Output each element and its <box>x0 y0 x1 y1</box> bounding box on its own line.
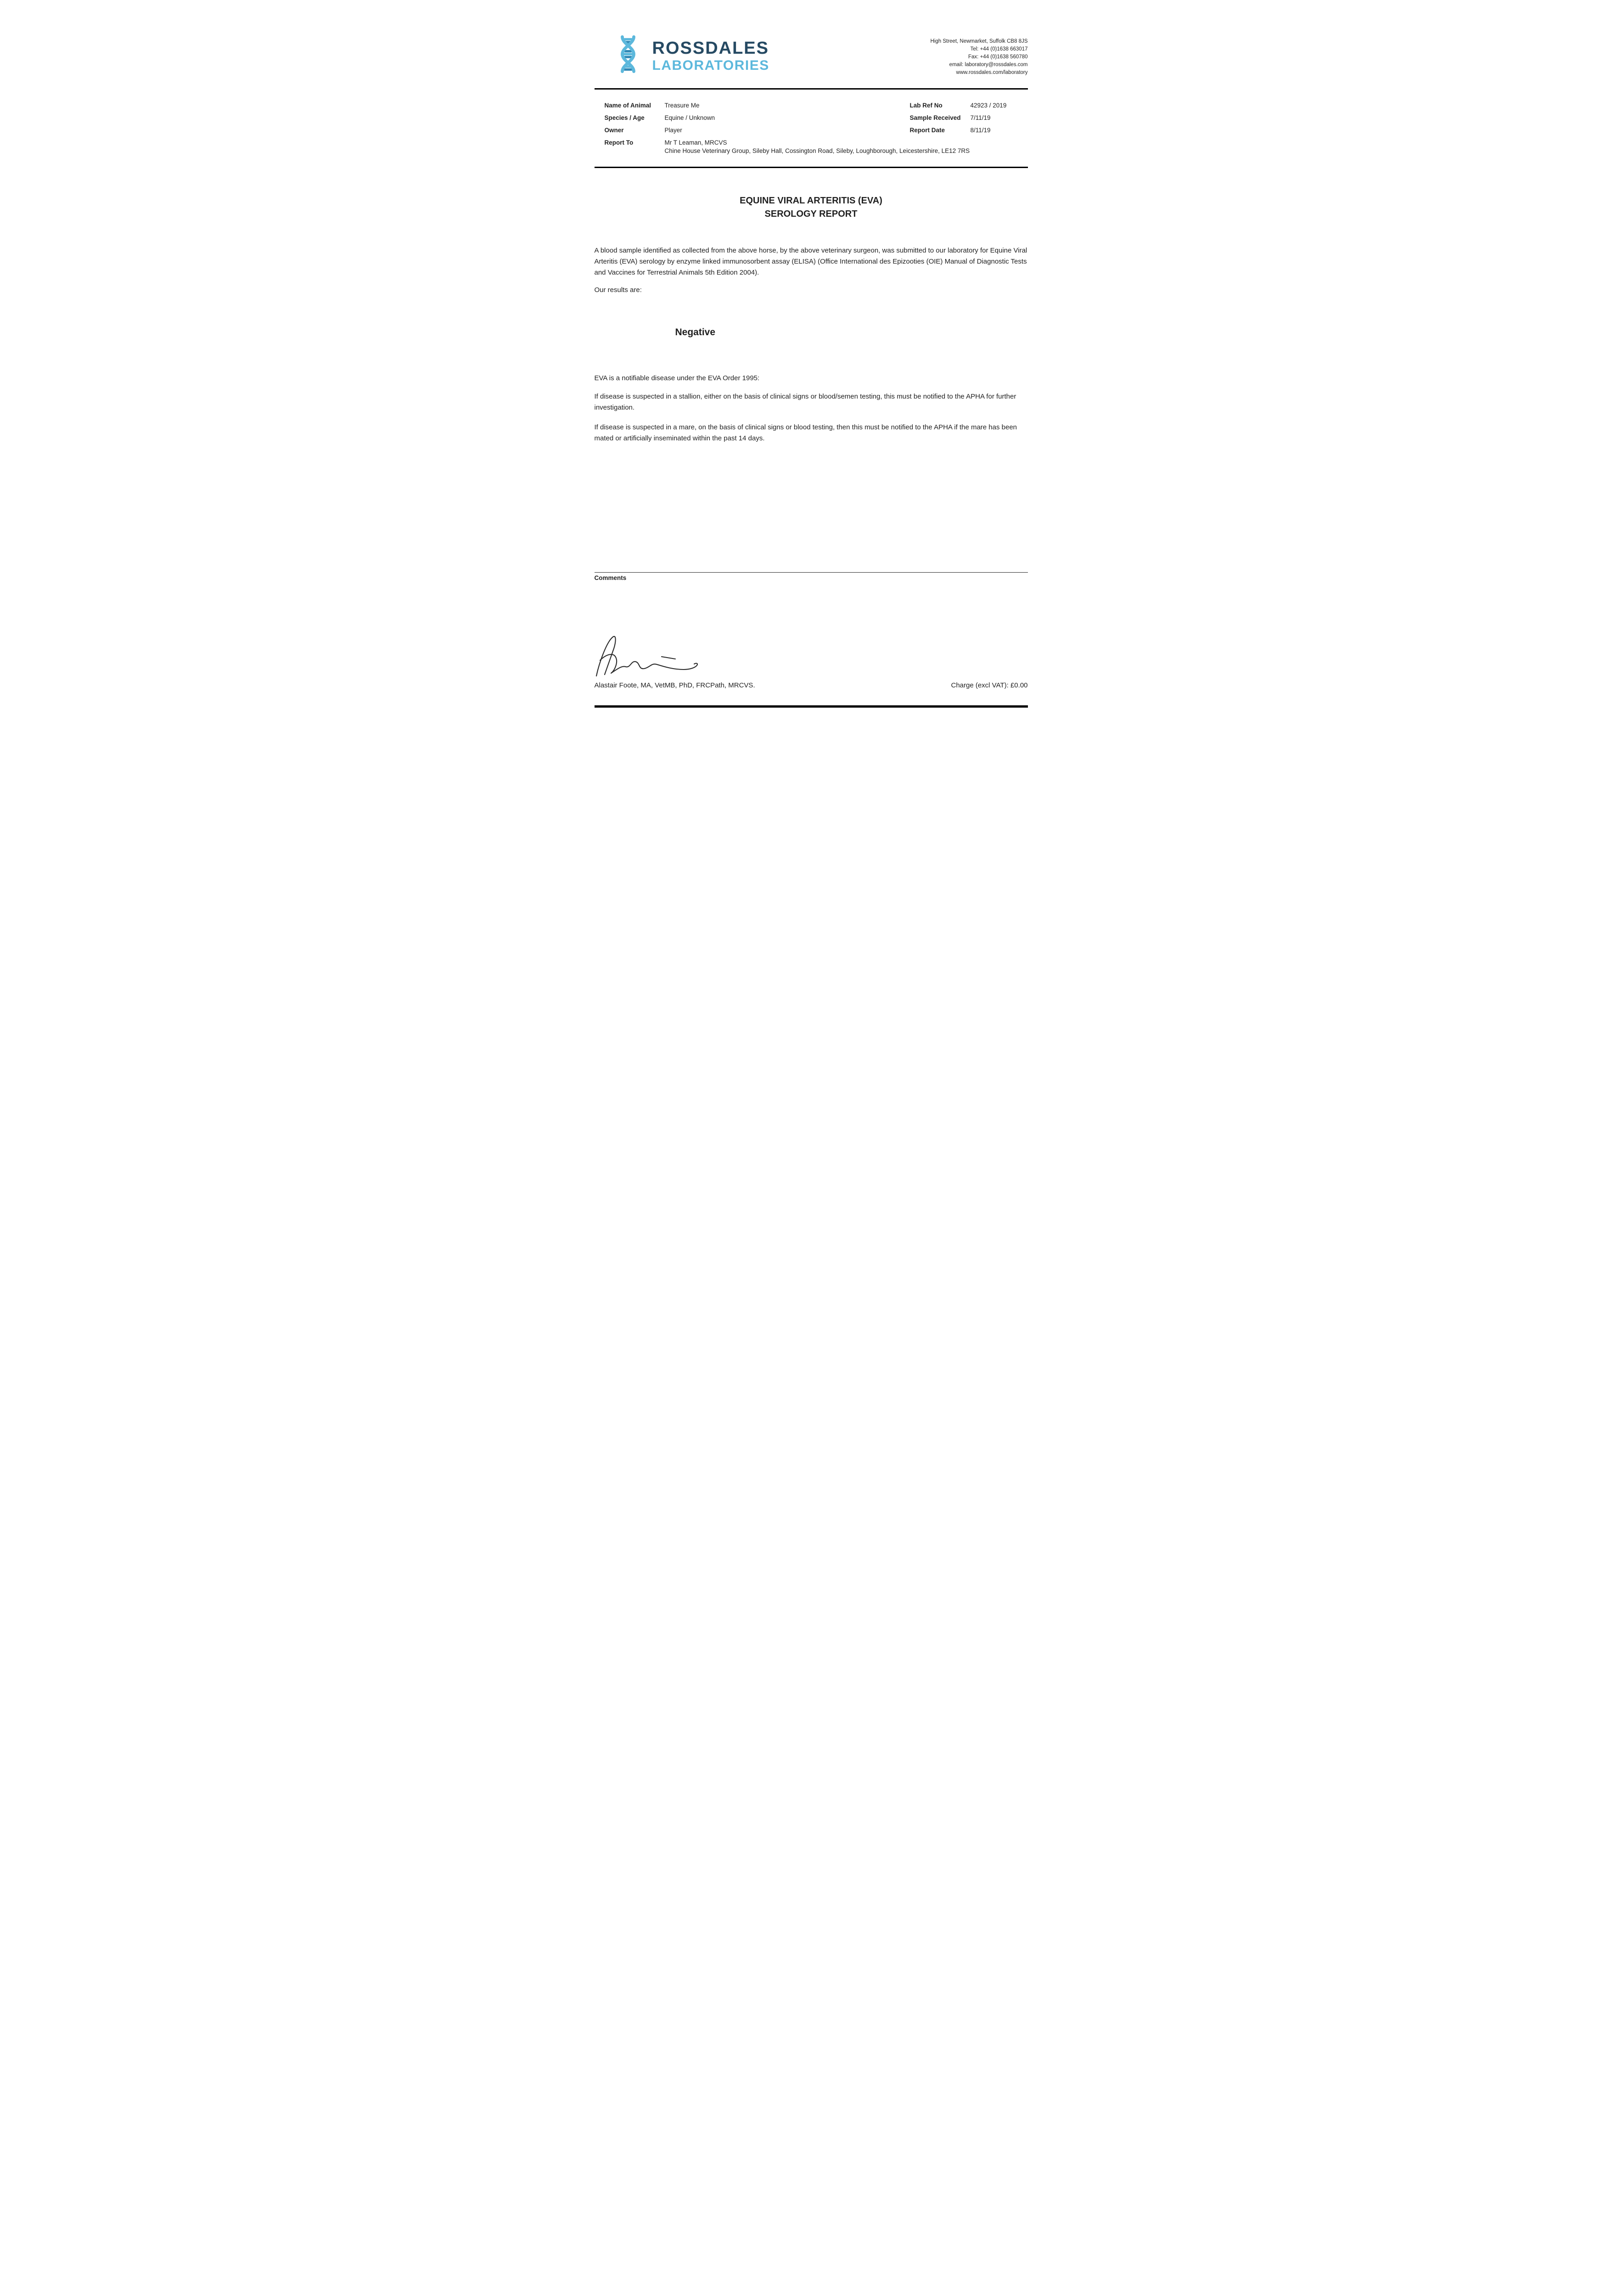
detail-value: 8/11/19 <box>970 127 991 134</box>
detail-value: Treasure Me <box>664 102 700 109</box>
comments-divider <box>595 572 1028 573</box>
logo-name-bottom: LABORATORIES <box>652 57 769 73</box>
logo-name-top: ROSSDALES <box>652 39 769 58</box>
details-divider <box>595 167 1028 168</box>
detail-value: 7/11/19 <box>970 114 991 121</box>
comments-label: Comments <box>594 574 627 581</box>
signatory-name: Alastair Foote, MA, VetMB, PhD, FRCPath, MRCVS. <box>594 681 755 689</box>
report-to-name: Mr T Leaman, MRCVS <box>664 139 727 146</box>
handwritten-signature <box>593 631 707 684</box>
contact-fax: Fax: +44 (0)1638 560780 <box>968 54 1028 60</box>
report-title-line1: EQUINE VIRAL ARTERITIS (EVA) <box>740 196 882 206</box>
header-divider <box>595 88 1028 90</box>
detail-label: Owner <box>604 127 624 134</box>
notifiable-note: EVA is a notifiable disease under the EVA Order 1995: <box>594 374 760 382</box>
detail-row-report-to <box>605 139 986 155</box>
footer <box>595 681 1028 691</box>
report-to-address: Chine House Veterinary Group, Sileby Hall, Cossington Road, Sileby, Loughborough, Leicestershire, LE12 7RS <box>664 147 970 154</box>
result-value: Negative <box>675 327 716 338</box>
charge-amount: Charge (excl VAT): £0.00 <box>951 681 1028 689</box>
logo-text <box>652 39 769 73</box>
detail-row-report-date <box>910 126 1029 135</box>
detail-label: Name of Animal <box>604 102 651 109</box>
stallion-note: If disease is suspected in a stallion, either on the basis of clinical signs or blood/semen testing, this must be notified to the APHA for further investigation. <box>594 393 1016 411</box>
results-intro: Our results are: <box>594 286 642 294</box>
contact-address: High Street, Newmarket, Suffolk CB8 8JS <box>930 39 1028 44</box>
detail-label: Report To <box>604 139 634 146</box>
report-title-line2: SEROLOGY REPORT <box>764 209 858 219</box>
contact-block <box>931 38 1028 77</box>
lab-details <box>910 101 1029 139</box>
report-page <box>558 0 1065 717</box>
detail-label: Sample Received <box>909 114 961 121</box>
detail-value: 42923 / 2019 <box>970 102 1007 109</box>
intro-paragraph: A blood sample identified as collected from the above horse, by the above veterinary surgeon, was submitted to our laboratory for Equine Viral Arteritis (EVA) serology by enzyme linked immunosorbent assay (ELISA) (Office International des Epizooties (OIE) Manual of Diagnostic Tests and Vaccines for Terrestrial Animals 5th Edition 2004). <box>594 247 1027 276</box>
detail-value: Player <box>664 127 682 134</box>
detail-row-sample-received <box>910 114 1029 122</box>
detail-value <box>665 139 986 155</box>
detail-label: Lab Ref No <box>909 102 943 109</box>
dna-helix-icon <box>612 34 644 79</box>
detail-label: Report Date <box>909 127 945 134</box>
detail-row-lab-ref <box>910 101 1029 110</box>
contact-email: email: laboratory@rossdales.com <box>949 62 1028 68</box>
report-title <box>595 194 1028 221</box>
detail-label: Species / Age <box>604 114 645 121</box>
mare-note: If disease is suspected in a mare, on the basis of clinical signs or blood testing, then this must be notified to the APHA if the mare has been mated or artificially inseminated within the past 14 days. <box>594 423 1017 442</box>
contact-tel: Tel: +44 (0)1638 663017 <box>970 46 1028 52</box>
contact-website: www.rossdales.com/laboratory <box>956 70 1028 75</box>
detail-value: Equine / Unknown <box>664 114 715 121</box>
company-logo <box>612 34 769 79</box>
bottom-divider <box>595 705 1028 708</box>
